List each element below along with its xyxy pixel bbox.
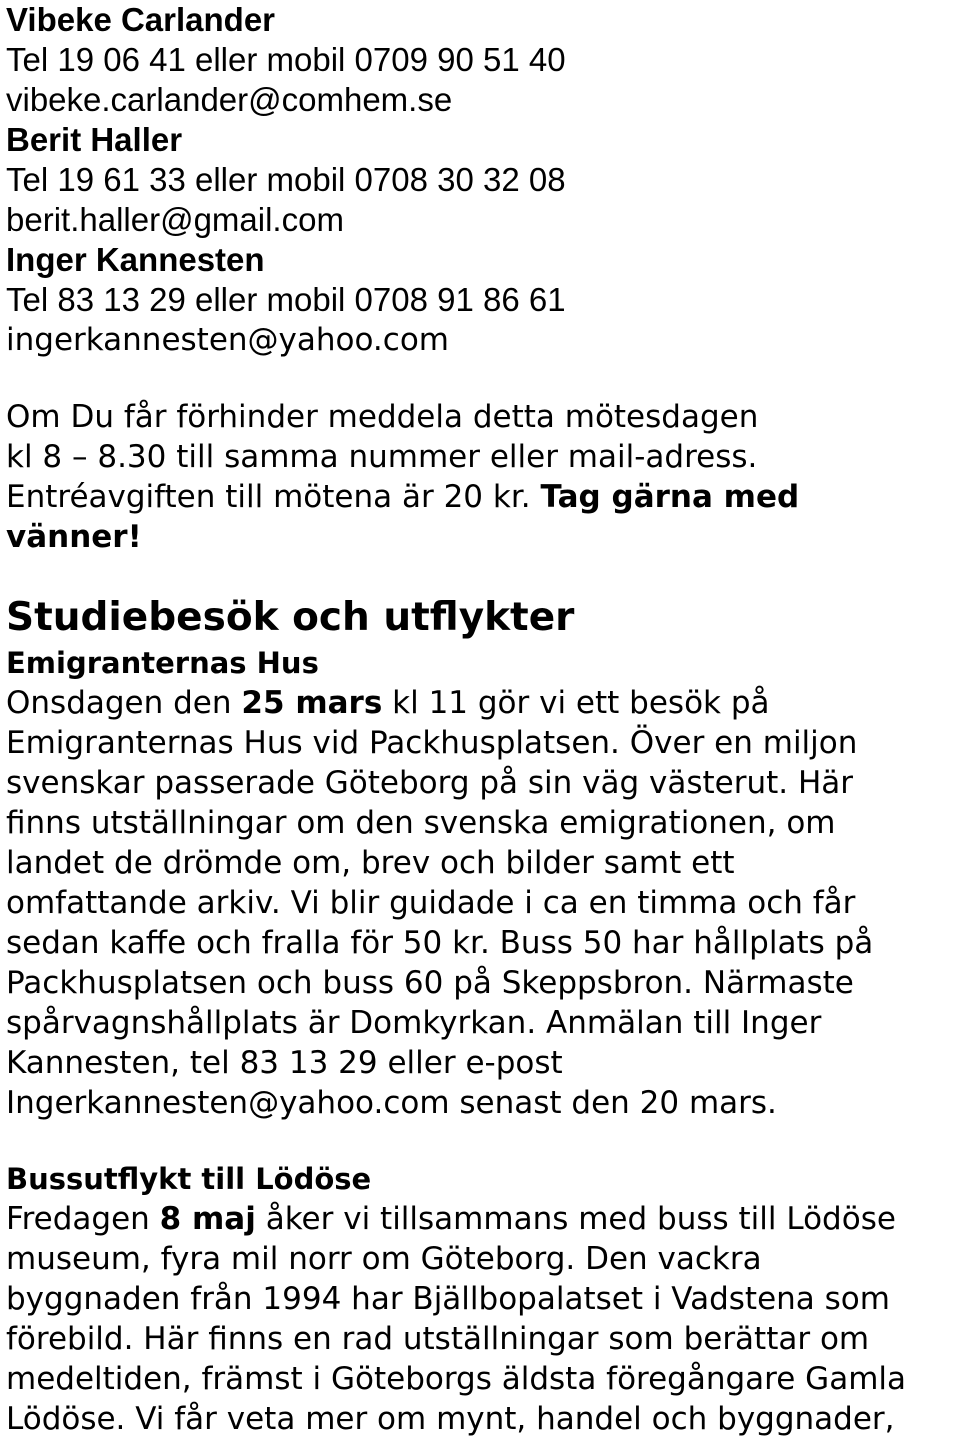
bring-friends-text: vänner!	[6, 519, 142, 555]
event-line	[6, 1199, 956, 1239]
event-line: svenskar passerade Göteborg på sin väg västerut. Här	[6, 765, 854, 801]
contact-entry	[6, 0, 956, 120]
event-lodose	[6, 1159, 956, 1439]
event-date: 25 mars	[241, 685, 383, 721]
event-line: byggnaden från 1994 har Bjällbopalatset i Vadstena som	[6, 1281, 890, 1317]
event-text: Onsdagen den	[6, 685, 242, 721]
notice-line	[6, 477, 956, 517]
contact-entry	[6, 120, 956, 240]
event-line: spårvagnshållplats är Domkyrkan. Anmälan till Inger	[6, 1005, 822, 1041]
spacer	[6, 557, 956, 593]
document-page	[6, 0, 956, 1439]
event-line: förebild. Här finns en rad utställningar som berättar om	[6, 1321, 870, 1357]
contact-email: vibeke.carlander@comhem.se	[6, 81, 453, 118]
spacer	[6, 360, 956, 397]
contact-phone: Tel 83 13 29 eller mobil 0708 91 86 61	[6, 281, 566, 318]
contact-email: berit.haller@gmail.com	[6, 201, 344, 238]
event-text: Fredagen	[6, 1201, 160, 1237]
bring-friends-text: Tag gärna med	[540, 479, 800, 515]
event-line: omfattande arkiv. Vi blir guidade i ca en timma och får	[6, 885, 856, 921]
event-text: åker vi tillsammans med buss till Lödöse	[255, 1201, 896, 1237]
event-line: landet de drömde om, brev och bilder samt ett	[6, 845, 735, 881]
event-line: Kannesten, tel 83 13 29 eller e-post	[6, 1045, 563, 1081]
event-line: Lödöse. Vi får veta mer om mynt, handel och byggnader,	[6, 1401, 895, 1437]
notice-line: Om Du får förhinder meddela detta mötesdagen	[6, 399, 759, 435]
section-title: Studiebesök och utflykter	[6, 595, 575, 640]
event-text: kl 11 gör vi ett besök på	[382, 685, 770, 721]
event-line: museum, fyra mil norr om Göteborg. Den vackra	[6, 1241, 762, 1277]
event-emigranternas-hus	[6, 643, 956, 1123]
contact-phone: Tel 19 06 41 eller mobil 0709 90 51 40	[6, 41, 566, 78]
notice-paragraph	[6, 397, 956, 557]
event-line: finns utställningar om den svenska emigrationen, om	[6, 805, 836, 841]
event-line: Ingerkannesten@yahoo.com senast den 20 mars.	[6, 1085, 777, 1121]
event-line: Packhusplatsen och buss 60 på Skeppsbron. Närmaste	[6, 965, 854, 1001]
contact-name: Berit Haller	[6, 121, 183, 158]
event-line: Emigranternas Hus vid Packhusplatsen. Över en miljon	[6, 725, 858, 761]
contact-list	[6, 0, 956, 360]
event-heading: Emigranternas Hus	[6, 646, 319, 680]
contact-phone: Tel 19 61 33 eller mobil 0708 30 32 08	[6, 161, 566, 198]
event-line: medeltiden, främst i Göteborgs äldsta föregångare Gamla	[6, 1361, 906, 1397]
contact-name: Inger Kannesten	[6, 241, 265, 278]
event-line: sedan kaffe och fralla för 50 kr. Buss 50 har hållplats på	[6, 925, 874, 961]
notice-line: kl 8 – 8.30 till samma nummer eller mail-adress.	[6, 439, 758, 475]
event-date: 8 maj	[159, 1201, 256, 1237]
contact-name: Vibeke Carlander	[6, 1, 276, 38]
fee-text: Entréavgiften till mötena är 20 kr.	[6, 479, 541, 515]
contact-email: ingerkannesten@yahoo.com	[6, 322, 449, 358]
spacer	[6, 1123, 956, 1159]
event-line	[6, 683, 956, 723]
contact-entry	[6, 240, 956, 360]
event-heading: Bussutflykt till Lödöse	[6, 1162, 372, 1196]
